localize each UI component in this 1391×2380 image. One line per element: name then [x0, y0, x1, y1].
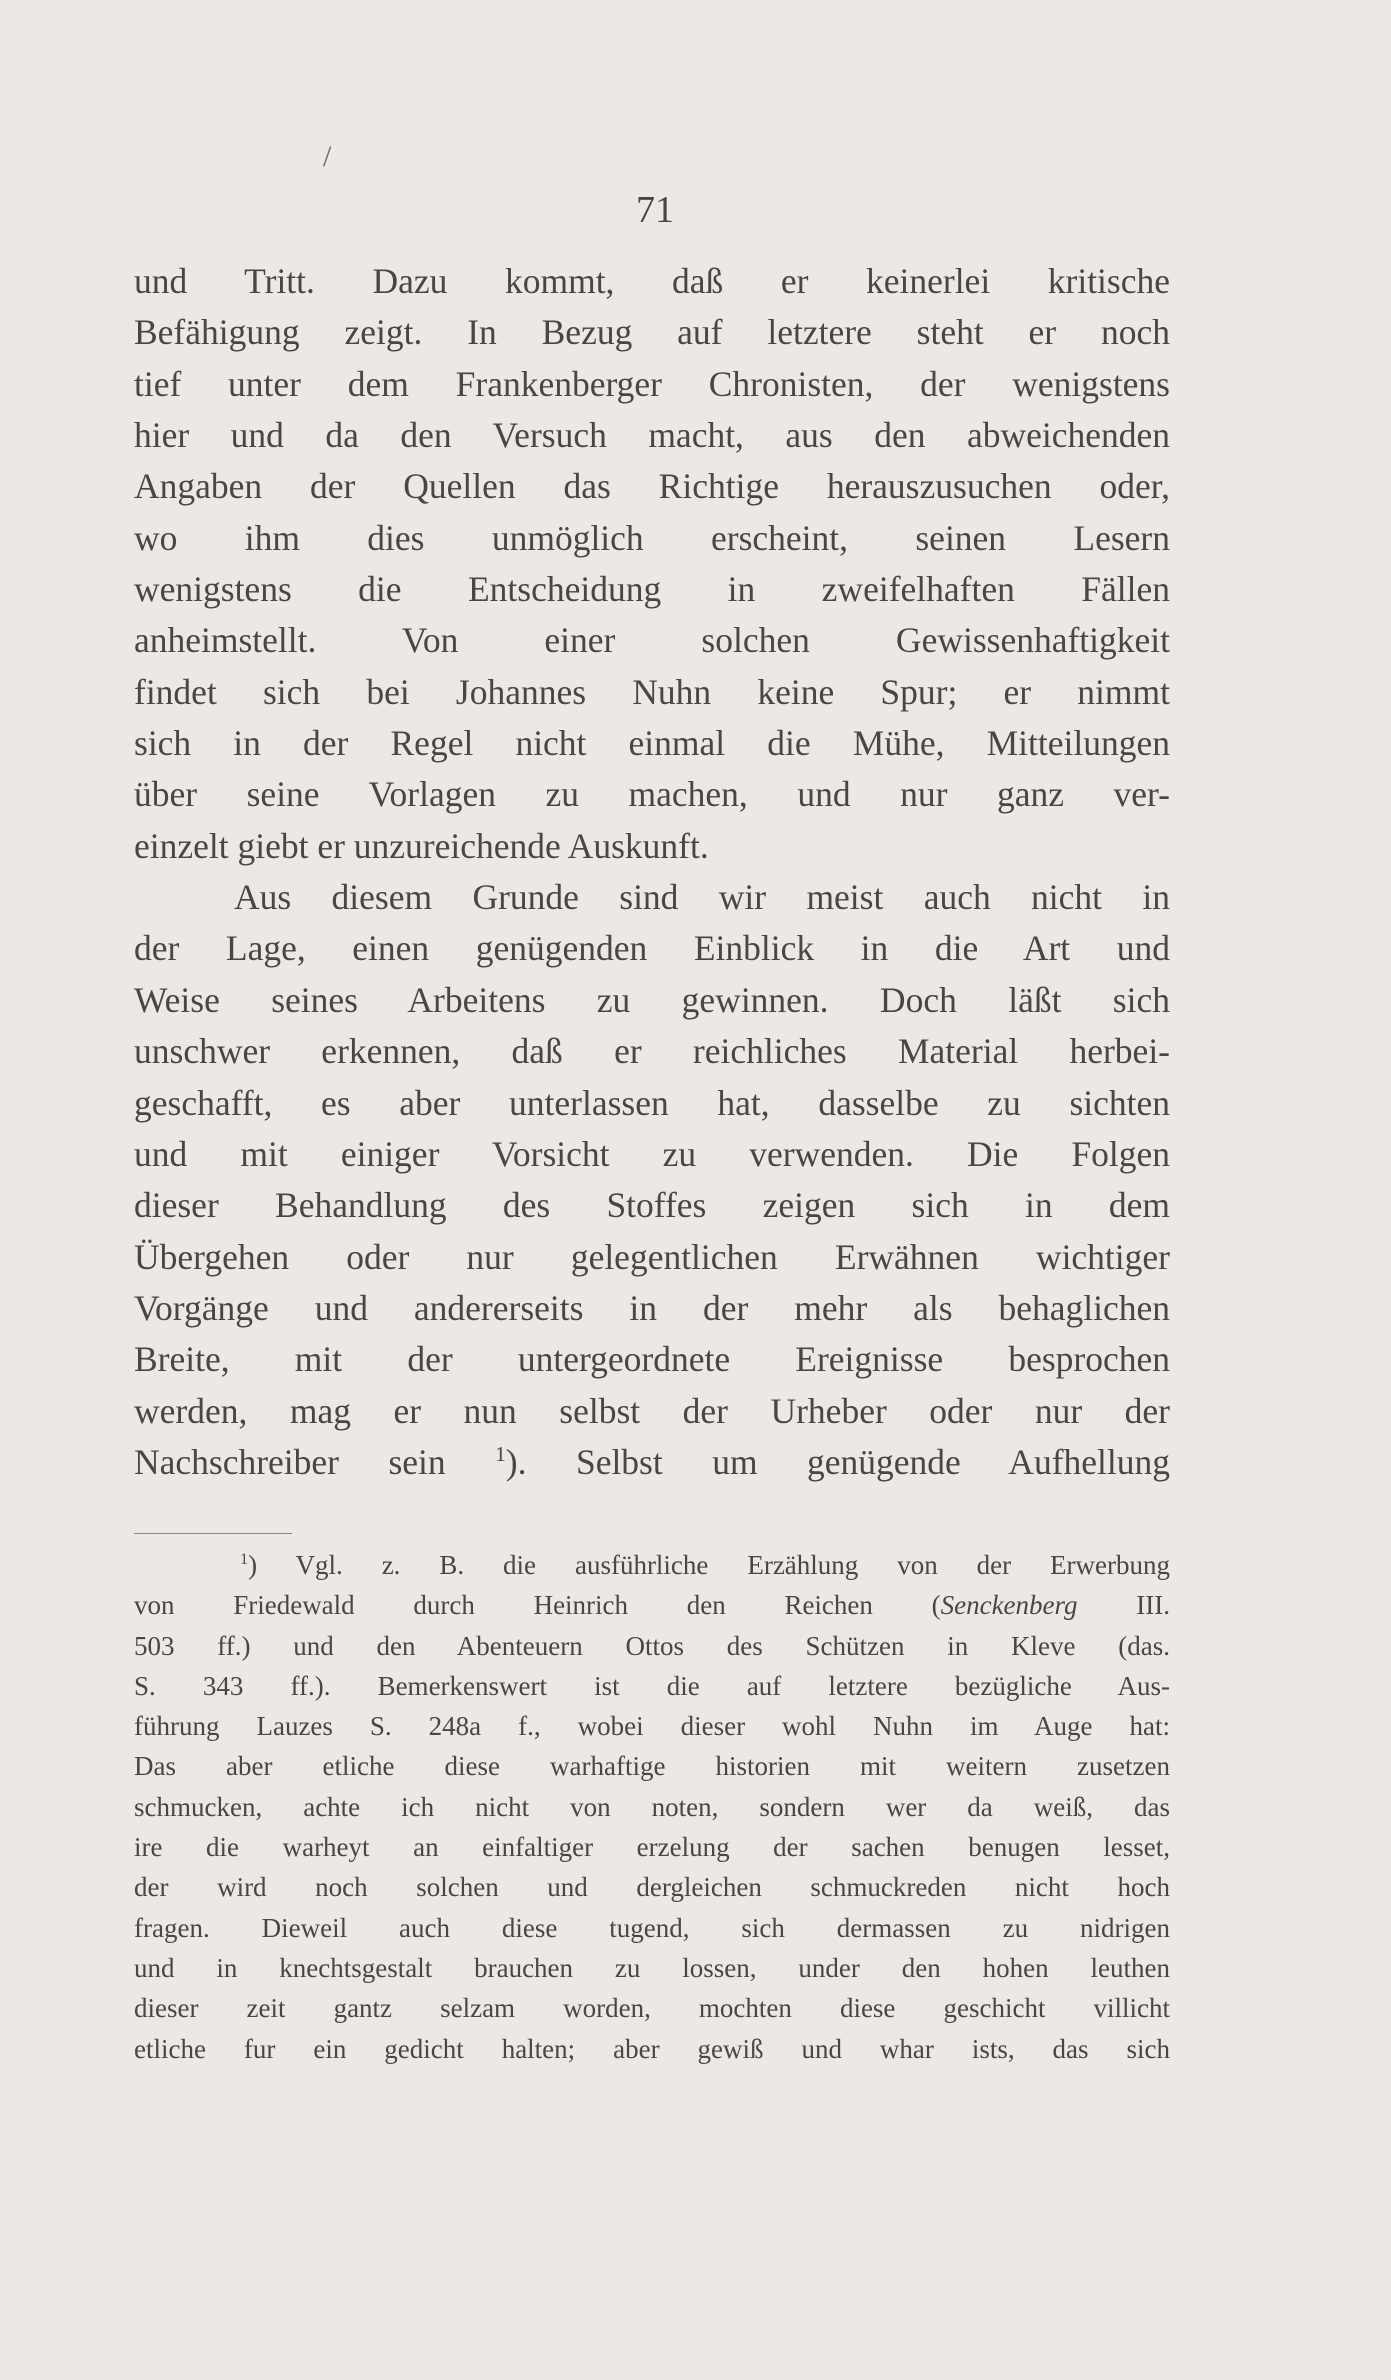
footnote-line — [134, 1585, 1170, 1625]
text-line: Befähigung zeigt. In Bezug auf letztere steht er noch — [134, 312, 1170, 353]
footnote-marker: 1 — [240, 1550, 249, 1568]
footnote-line: führung Lauzes S. 248a f., wobei dieser wohl Nuhn im Auge hat: — [134, 1711, 1170, 1742]
text-fragment: von Friedewald durch Heinrich den Reichen ( — [134, 1590, 941, 1621]
body-text — [134, 256, 1170, 1488]
footnote-line: dieser zeit gantz selzam worden, mochten diese geschicht villicht — [134, 1993, 1170, 2024]
text-line: unschwer erkennen, daß er reichliches Material herbei- — [134, 1031, 1170, 1072]
footnote-line: Das aber etliche diese warhaftige historien mit weitern zusetzen — [134, 1751, 1170, 1782]
text-line: wo ihm dies unmöglich erscheint, seinen Lesern — [134, 517, 1170, 558]
text-line: wenigstens die Entscheidung in zweifelhaften Fällen — [134, 569, 1170, 610]
text-line — [134, 1437, 1170, 1488]
text-line: und mit einiger Vorsicht zu verwenden. Die Folgen — [134, 1133, 1170, 1174]
footnote-block — [134, 1545, 1170, 2069]
footnote-line: etliche fur ein gedicht halten; aber gewiß und whar ists, das sich — [134, 2033, 1170, 2064]
footnote-line: und in knechtsgestalt brauchen zu lossen, under den hohen leuthen — [134, 1952, 1170, 1983]
text-line: Übergehen oder nur gelegentlichen Erwähnen wichtiger — [134, 1236, 1170, 1277]
stray-mark: / — [323, 140, 332, 173]
text-line: einzelt giebt er unzureichende Auskunft. — [134, 825, 709, 866]
footnote-reference: 1 — [495, 1442, 506, 1467]
text-line: Aus diesem Grunde sind wir meist auch nicht in — [234, 877, 1170, 918]
text-fragment: Nachschreiber sein — [134, 1441, 446, 1482]
text-fragment: III. — [1077, 1590, 1170, 1621]
text-line: anheimstellt. Von einer solchen Gewissenhaftigkeit — [134, 620, 1170, 661]
footnote-line: ire die warheyt an einfaltiger erzelung der sachen benugen lesset, — [134, 1832, 1170, 1863]
text-line: geschafft, es aber unterlassen hat, dasselbe zu sichten — [134, 1082, 1170, 1123]
footnote-line: fragen. Dieweil auch diese tugend, sich dermassen zu nidrigen — [134, 1912, 1170, 1943]
footnote-line: 503 ff.) und den Abenteuern Ottos des Schützen in Kleve (das. — [134, 1630, 1170, 1661]
footnote-line — [134, 1545, 1170, 1585]
text-line: Weise seines Arbeitens zu gewinnen. Doch läßt sich — [134, 979, 1170, 1020]
text-line: Vorgänge und andererseits in der mehr als behaglichen — [134, 1287, 1170, 1328]
text-line: der Lage, einen genügenden Einblick in die Art und — [134, 928, 1170, 969]
page-number: 71 — [636, 189, 674, 231]
footnote-line: der wird noch solchen und dergleichen schmuckreden nicht hoch — [134, 1872, 1170, 1903]
text-fragment: ) Vgl. z. B. die ausführliche Erzählung von der Erwerbung — [248, 1550, 1170, 1580]
italic-citation: Senckenberg — [940, 1590, 1078, 1621]
text-line: findet sich bei Johannes Nuhn keine Spur; er nimmt — [134, 671, 1170, 712]
text-line: Angaben der Quellen das Richtige herauszusuchen oder, — [134, 466, 1170, 507]
footnote-separator — [134, 1533, 292, 1534]
text-fragment: ). Selbst um genügende Aufhellung — [505, 1441, 1170, 1482]
text-line: werden, mag er nun selbst der Urheber oder nur der — [134, 1390, 1170, 1431]
footnote-line: schmucken, achte ich nicht von noten, sondern wer da weiß, das — [134, 1791, 1170, 1822]
text-line: über seine Vorlagen zu machen, und nur ganz ver- — [134, 774, 1170, 815]
text-line: hier und da den Versuch macht, aus den abweichenden — [134, 415, 1170, 456]
text-line: und Tritt. Dazu kommt, daß er keinerlei kritische — [134, 261, 1170, 301]
text-line: dieser Behandlung des Stoffes zeigen sich in dem — [134, 1185, 1170, 1226]
footnote-line: S. 343 ff.). Bemerkenswert ist die auf letztere bezügliche Aus- — [134, 1670, 1170, 1701]
text-line: tief unter dem Frankenberger Chronisten, der wenigstens — [134, 363, 1170, 404]
text-line: Breite, mit der untergeordnete Ereignisse besprochen — [134, 1339, 1170, 1380]
text-line: sich in der Regel nicht einmal die Mühe, Mitteilungen — [134, 723, 1170, 764]
